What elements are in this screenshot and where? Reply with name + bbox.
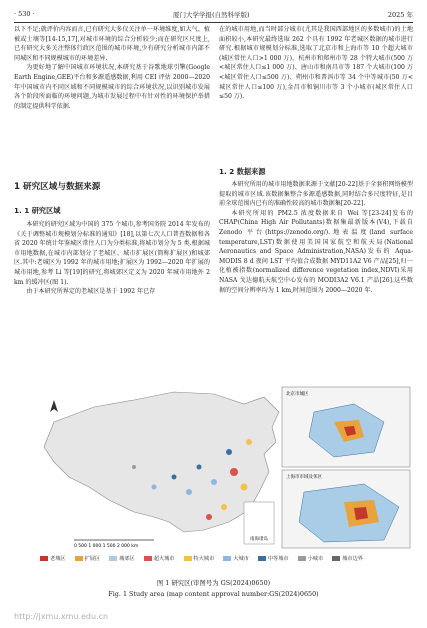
paragraph: 本研究所用的 PM2.5 浓度数据来自 Wei 等[23-24]发布的 CHAP(China High Air Pollutants)数据集最新版本(V4),下载自 Zenodo 平台(https://zenodo.org/).地表温度(land surface temperature,LST)数据使用美国国家航空和航天局(National Aeronautics and Space Administration,NASA)发布的 Aqua-MODIS 8 d 夜间 LST 平均值合成数据 MYD11A2 V6 产品[25],归一化植被指数(normalized difference vegetation index,NDVI)采用 NASA 戈达德航天航空中心发布的 MODI3A2 V6.1 产品[26].这些数据的空间分辨率均为 1 km,时间范围为 2000—2020 年. bbox=[219, 209, 413, 294]
legend-swatch bbox=[332, 556, 340, 561]
page-number: · 530 · bbox=[14, 10, 35, 18]
figure-caption-en: Fig. 1 Study area (map content approval number:GS(2024)0650) bbox=[108, 590, 319, 598]
section-heading: 1 研究区域与数据来源 bbox=[14, 182, 101, 192]
legend-item bbox=[298, 555, 324, 562]
left-column-lower bbox=[14, 220, 210, 297]
south-sea-label: 南海诸岛 bbox=[250, 537, 268, 542]
paragraph: 为更好地了解中国城市环境状况,本研究基于谷歌地球引擎(Google Earth Engine,GEE)平台和多源遥感数据,利用 CEI 评估 2000—2020 年中国城市内不同区域和不同规模城市的综合环境状况,以识别城市发展各个阶段所面临的环境问题,为城市发展过程中有针对性的环境保护举措的制定提供科学依据. bbox=[14, 64, 210, 110]
legend-label: 大城市 bbox=[233, 556, 249, 562]
right-column-lower bbox=[219, 180, 413, 295]
legend-item bbox=[223, 555, 249, 562]
subsection-heading: 1. 1 研究区域 bbox=[14, 206, 61, 215]
inset-shanghai-label: 上海市市域及邻区 bbox=[286, 475, 322, 480]
legend-item bbox=[184, 555, 215, 562]
paragraph: 在的城市用地,而当时部分城市(尤其是我国西部地区的多数城市)的土地面积较小,本研究最终选取 262 个具有 1992 年老城区数据的城市进行研究.根据城市规模划分标准,选取了北京市和上海市等 10 个超大城市(城区常住人口>1 000 万)、杭州市和郑州市等 28 个特大城市(500 万<城区常住人口≤1 000 万)、唐山市和南昌市等 187 个大城市(100 万<城区常住人口≤500 万)、朔州市和普洱市等 34 个中等城市(50 万<城区常住人口≤100 万),金昌市和铜川市等 3 个小城市(城区常住人口≤50 万). bbox=[219, 26, 413, 101]
subsection-heading: 1. 2 数据来源 bbox=[219, 167, 266, 176]
legend-swatch bbox=[184, 556, 192, 561]
legend-label: 超大城市 bbox=[153, 556, 175, 562]
legend-label: 小城市 bbox=[307, 556, 324, 562]
paragraph: 本研究的研究区域为中国的 375 个城市,参考国务院 2014 年发布的《关于调整城市规模划分标准的通知》[18],以第七次人口普查数据和各省 2020 年统计年鉴城区常住人口为分类标准,将城市划分为 5 类.根据城市用地数据,在城市内部划分了老城区、城市扩展区(简称扩展区)和城郊区.其中:老城区为 1992 年的城市用地;扩展区为 1992—2020 年扩展的城市用地,参考 Li 等[19]的研究,将城郊区定义为 2020 年城市用地外 2 km 的缓冲区(图 1). bbox=[14, 221, 210, 286]
map-legend bbox=[40, 555, 363, 562]
figure-caption-cn: 图 1 研究区(审图号为 GS(2024)0650) bbox=[156, 579, 271, 587]
watermark-url: http://jxmu.xmu.edu.cn bbox=[14, 612, 109, 621]
study-area-map bbox=[14, 382, 413, 552]
legend-item bbox=[109, 555, 135, 562]
legend-label: 扩展区 bbox=[84, 556, 101, 562]
legend-swatch bbox=[223, 556, 231, 561]
paragraph: 由于本研究所界定的老城区是基于 1992 年已存 bbox=[26, 288, 156, 296]
legend-item bbox=[332, 555, 363, 562]
legend-label: 中等城市 bbox=[267, 556, 289, 562]
inset-beijing-label: 北京市城区 bbox=[286, 392, 309, 397]
legend-item bbox=[258, 555, 289, 562]
legend-swatch bbox=[109, 556, 117, 561]
journal-title: 厦门大学学报(自然科学版) bbox=[172, 10, 250, 19]
legend-swatch bbox=[298, 556, 306, 561]
legend-label: 特大城市 bbox=[193, 556, 215, 562]
left-column bbox=[14, 25, 210, 111]
legend-item bbox=[40, 555, 66, 562]
scale-bar-label: 0 500 1 000 1 500 2 000 km bbox=[74, 544, 139, 549]
legend-label: 城市边界 bbox=[342, 556, 363, 562]
paragraph: 本研究所用的城市用地数据来源于文献[20-22]基于全套积网络模型提取的城市区域.该数据集整合多源遥感数据,同时结合多尺度特征,是目前全球范围内已有的准确性较高的城市数据集[20-22]. bbox=[219, 181, 413, 208]
legend-label: 城郊区 bbox=[119, 556, 135, 562]
running-header bbox=[14, 8, 413, 23]
legend-swatch bbox=[144, 556, 152, 561]
legend-item bbox=[144, 555, 175, 562]
right-column bbox=[219, 25, 413, 102]
year: 2025 年 bbox=[387, 10, 413, 19]
legend-swatch bbox=[75, 556, 83, 561]
legend-item bbox=[75, 555, 101, 562]
legend-swatch bbox=[258, 556, 266, 561]
legend-label: 老城区 bbox=[50, 556, 66, 562]
paragraph: 以下不足;就评价内容而言,已有研究大多仅关注单一环境维度,如大气、植被或土壤等[14-15,17],对城市环境的综合分析较少;而在研究区尺度上,已有研究大多关注整体行政区范围的城市环境,少有研究分析城市内部不同城区和不同规模城市的环境差异. bbox=[14, 26, 210, 62]
legend-swatch bbox=[40, 556, 48, 561]
